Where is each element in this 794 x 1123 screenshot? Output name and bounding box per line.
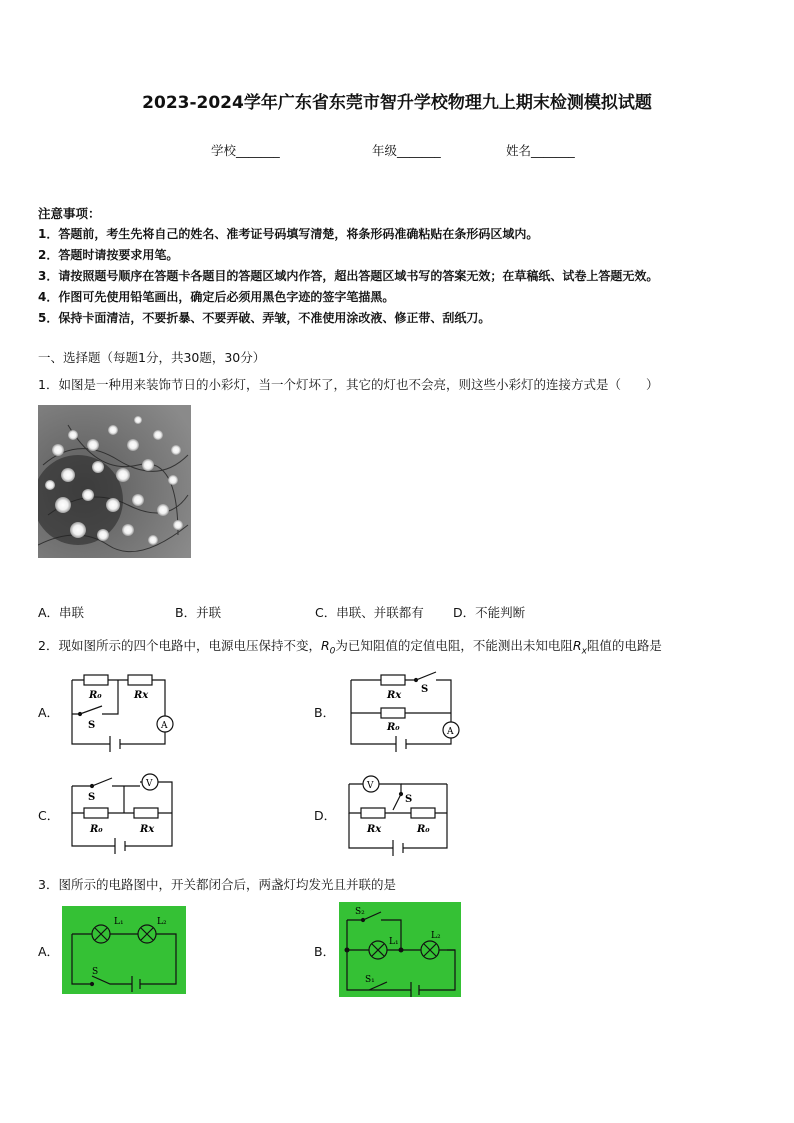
switch-label: S [92,967,99,977]
question-2-stem [38,636,662,657]
q1-option-c[interactable]: C．串联、并联都有 [315,605,424,620]
question-3-stem: 3．图所示的电路图中，开关都闭合后，两盏灯均发光且并联的是 [38,877,396,892]
q2-option-d[interactable]: D． [314,808,337,823]
notes-heading: 注意事项： [38,206,101,221]
circuit-diagram-a [62,668,182,752]
q3-option-b[interactable]: B． [314,944,336,959]
ammeter-label: A [161,721,168,731]
voltmeter-label: V [367,781,374,791]
rx-symbol: $R_x$ [572,638,587,657]
note-item: 3．请按照题号顺序在答题卡各题目的答题区域内作答，超出答题区域书写的答案无效；在草稿纸、试卷上答题无效。 [38,269,659,283]
circuit-diagram-c [62,770,182,856]
lamp-label: L₁ [389,937,399,947]
page-title: 2023-2024学年广东省东莞市智升学校物理九上期末检测模拟试题 [142,93,652,113]
circuit-diagram-d [341,770,466,858]
lamp-label: L₁ [114,917,124,927]
lamp-circuit-b [339,902,461,997]
q1-option-b[interactable]: B．并联 [175,605,222,620]
r0-label: R₀ [417,824,430,835]
r0-symbol: $R_0$ [320,638,336,657]
switch-label: S [88,792,96,803]
q2-stem-part: 为已知阻值的定值电阻，不能测出未知电阻 [335,638,573,653]
lamp-label: L₂ [431,931,441,941]
rx-label: Rx [140,824,155,835]
school-field: 学校_______ [211,143,280,158]
rx-label: Rx [367,824,382,835]
switch-label: S [421,684,429,695]
q3-option-a[interactable]: A． [38,944,60,959]
rx-label: Rx [134,690,149,701]
q2-option-b[interactable]: B． [314,705,336,720]
note-item: 4．作图可先使用铅笔画出，确定后必须用黑色字迹的签字笔描黑。 [38,290,395,304]
r0-label: R₀ [90,824,103,835]
note-item: 5．保持卡面清洁，不要折暴、不要弄破、弄皱，不准使用涂改液、修正带、刮纸刀。 [38,311,491,325]
q2-stem-part: 阻值的电路是 [586,638,662,653]
note-item: 1．答题前，考生先将自己的姓名、准考证号码填写清楚，将条形码准确粘贴在条形码区域内。 [38,227,539,241]
section-heading: 一、选择题（每题1分，共30题，30分） [38,350,266,365]
name-field: 姓名_______ [506,143,575,158]
rx-label: Rx [387,690,402,701]
switch-label: S [88,720,96,731]
fairy-lights-photo [38,405,191,558]
circuit-diagram-b [341,668,466,752]
question-1-stem: 1．如图是一种用来装饰节日的小彩灯，当一个灯坏了，其它的灯也不会亮，则这些小彩灯的连接方式是（ ） [38,377,659,392]
q1-option-d[interactable]: D．不能判断 [453,605,526,620]
lamp-circuit-a [62,906,186,994]
switch-label: S₂ [355,907,365,917]
switch-label: S [405,794,413,805]
lamp-label: L₂ [157,917,167,927]
ammeter-label: A [447,727,454,737]
q2-stem-part: 2．现如图所示的四个电路中，电源电压保持不变， [38,638,321,653]
q1-option-a[interactable]: A．串联 [38,605,85,620]
q2-option-a[interactable]: A． [38,705,60,720]
r0-label: R₀ [89,690,102,701]
grade-field: 年级_______ [372,143,441,158]
r0-label: R₀ [387,722,400,733]
switch-label: S₁ [365,975,375,985]
q2-option-c[interactable]: C． [38,808,60,823]
note-item: 2．答题时请按要求用笔。 [38,248,179,262]
voltmeter-label: V [146,779,153,789]
